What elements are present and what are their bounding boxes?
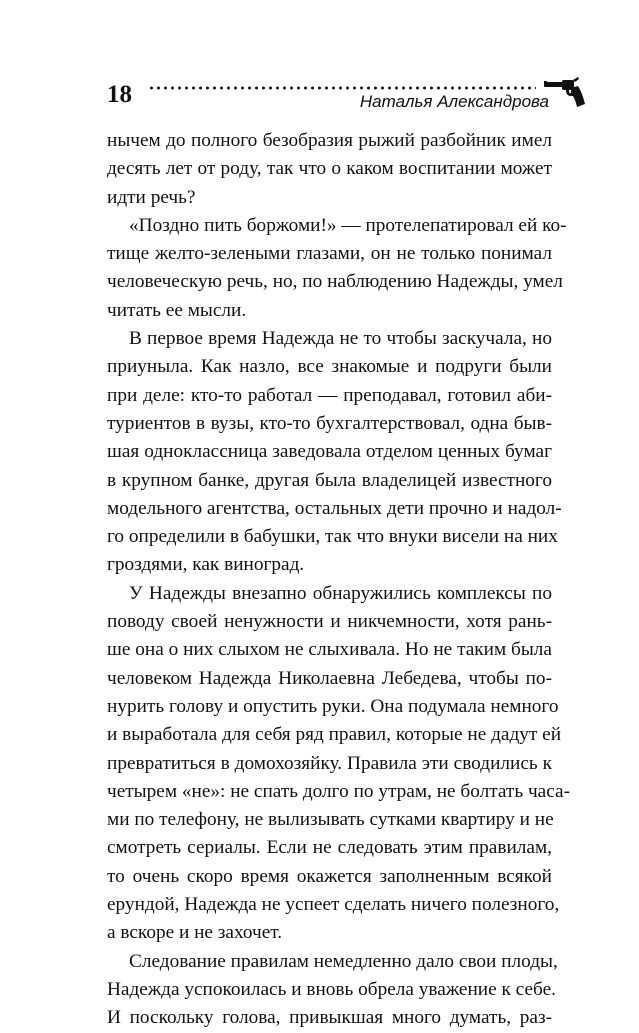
text-line: читать ее мысли.	[107, 299, 247, 321]
page-number: 18	[107, 81, 132, 108]
text-line: Следование правилам немедленно дало свои плоды,	[129, 950, 558, 972]
text-line: человеческую речь, но, по наблюдению Надежды, умел	[107, 271, 563, 293]
text-line: У Надежды внезапно обнаружились комплексы по	[129, 582, 552, 604]
text-line: приуныла. Как назло, все знакомые и подруги были	[107, 356, 552, 378]
text-line: человеком Надежда Николаевна Лебедева, чтобы по-	[107, 667, 552, 689]
text-line: идти речь?	[107, 186, 196, 208]
text-line: Надежда успокоилась и вновь обрела уважение к себе.	[107, 978, 556, 1000]
author-name: Наталья Александрова	[359, 92, 549, 111]
text-line: десять лет от роду, так что о каком воспитании может	[107, 158, 552, 180]
text-line: и выработала для себя ряд правил, которые не дадут ей	[107, 724, 562, 746]
text-line: ше она о них слыхом не слыхивала. Но не таким была	[107, 639, 552, 661]
text-line: И поскольку голова, привыкшая много думать, раз-	[107, 1007, 552, 1029]
text-line: В первое время Надежда не то чтобы заскучала, но	[129, 328, 552, 350]
text-line: то очень скоро время окажется заполненным всякой	[107, 865, 552, 887]
text-line: шая одноклассница заведовала отделом ценных бумаг	[107, 441, 552, 463]
text-line: тище желто-зелеными глазами, он не только понимал	[107, 243, 552, 265]
text-line: превратиться в домохозяйку. Правила эти сводились к	[107, 752, 552, 774]
text-line: поводу своей ненужности и никчемности, хотя рань-	[107, 611, 552, 633]
text-line: смотреть сериалы. Если не следовать этим правилам,	[107, 837, 552, 859]
text-line: нычем до полного безобразия рыжий разбойник имел	[107, 130, 552, 151]
text-line: ми по телефону, не вылизывать сутками квартиру и не	[107, 809, 554, 831]
text-line: ерундой, Надежда не успеет сделать ничего полезного,	[107, 894, 560, 916]
text-line: модельного агентства, остальных дети прочно и надол-	[107, 497, 562, 519]
body-text	[107, 127, 570, 1033]
text-line: четырем «не»: не спать долго по утрам, не болтать часа-	[107, 780, 570, 802]
text-line: при деле: кто-то работал — преподавал, готовил аби-	[107, 384, 552, 406]
text-line: «Поздно пить боржоми!» — протелепатировал ей ко-	[129, 214, 567, 236]
text-line: туриентов в вузы, кто-то бухгалтерствовал, одна быв-	[107, 412, 552, 434]
text-line: гроздями, как виноград.	[107, 554, 305, 576]
text-line: го определили в бабушки, так что внуки висели на них	[107, 526, 558, 548]
revolver-icon	[544, 76, 586, 108]
text-line: в крупном банке, другая была владелицей известного	[107, 469, 552, 491]
header-dot-leader	[148, 86, 536, 90]
text-line: нурить голову и опустить руки. Она подумала немного	[107, 695, 559, 717]
text-line: а вскоре и не захочет.	[107, 922, 283, 944]
